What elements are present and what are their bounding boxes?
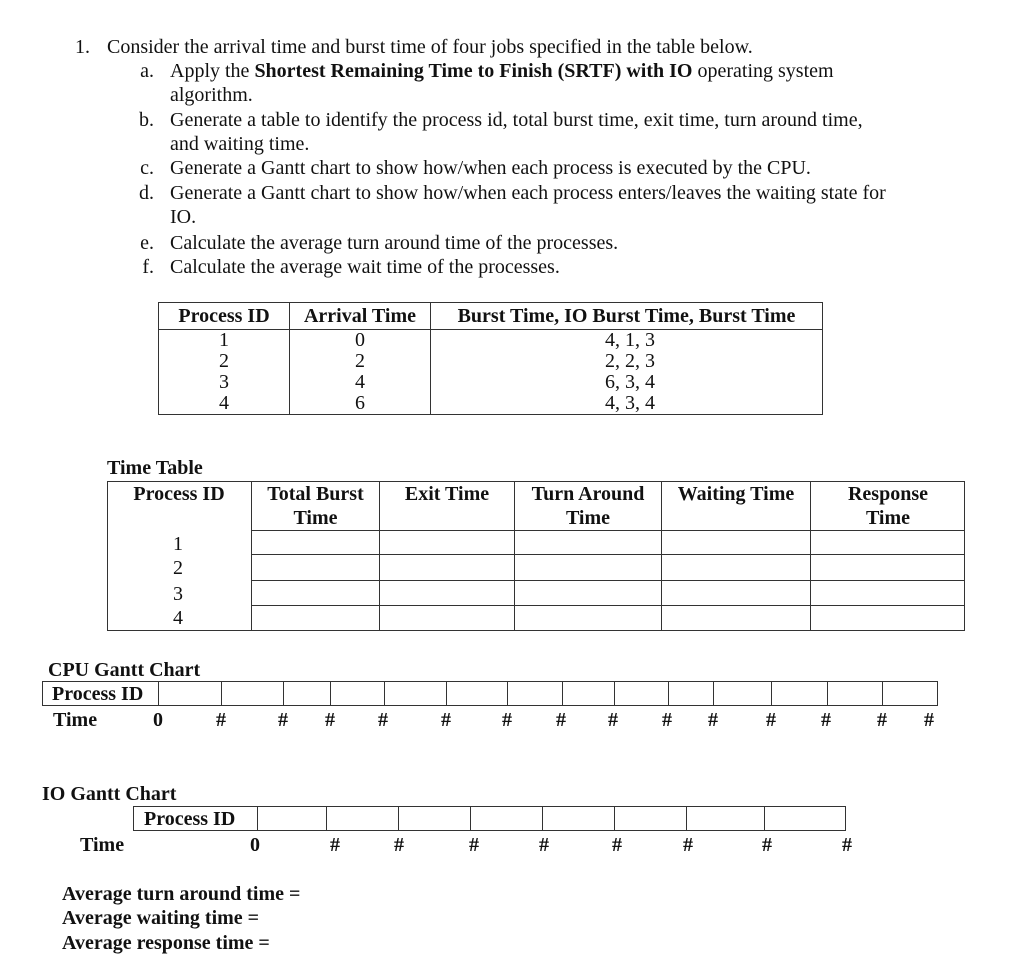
table-row [159,372,823,393]
time-table-process-id: 2 [173,557,183,579]
header-response-time: Response Time [847,483,928,529]
sub-item-text: Generate a table to identify the process id, total burst time, exit time, turn around time, [170,109,863,131]
time-table-process-id: 4 [173,607,183,629]
question-number: 1. [75,36,90,58]
io-gantt-tick: # [330,834,340,856]
cpu-gantt-tick: # [556,709,566,731]
cpu-gantt-tick: # [325,709,335,731]
header-waiting-time: Waiting Time [677,483,795,505]
io-gantt-row-label: Process ID [144,808,236,830]
sub-item-text: Generate a Gantt chart to show how/when each process is executed by the CPU. [170,157,811,179]
io-gantt-title: IO Gantt Chart [42,783,177,805]
cpu-gantt-tick: # [278,709,288,731]
cpu-gantt-tick: # [924,709,934,731]
io-gantt-row [133,806,846,831]
cpu-gantt-tick: 0 [153,709,163,731]
cpu-gantt-tick: # [378,709,388,731]
cpu-gantt-tick: # [766,709,776,731]
header-turn-around-time: Turn Around Time [531,483,645,529]
sub-item-text-line2: and waiting time. [170,133,310,155]
sub-item-letter: b. [139,109,154,131]
sub-item-text: Calculate the average wait time of the processes. [170,256,560,278]
io-gantt-tick: # [539,834,549,856]
header-burst-time: Burst Time, IO Burst Time, Burst Time [431,303,823,330]
process-table-header [159,303,823,330]
cpu-gantt-tick: # [662,709,672,731]
cpu-gantt-tick: # [608,709,618,731]
io-gantt-tick: # [469,834,479,856]
sub-item-text-part: Apply the [170,60,255,82]
sub-item-text: Generate a Gantt chart to show how/when each process enters/leaves the waiting state for [170,182,886,204]
sub-item-text-line2: algorithm. [170,84,253,106]
sub-item-letter: e. [140,232,154,254]
cpu-gantt-tick: # [708,709,718,731]
time-table-title: Time Table [107,457,203,479]
header-process-id: Process ID [133,483,225,505]
average-turnaround: Average turn around time = [62,883,301,905]
sub-item-text [170,59,834,83]
question-intro: Consider the arrival time and burst time of four jobs specified in the table below. [107,36,753,58]
cell-burst-time: 4, 3, 4 [431,393,823,415]
header-arrival-time: Arrival Time [290,303,431,330]
header-exit-time: Exit Time [404,483,490,505]
sub-item-letter: a. [140,60,154,82]
average-response: Average response time = [62,932,270,954]
header-total-burst-time: Total Burst Time [267,483,364,529]
table-row [159,351,823,372]
io-gantt-tick: # [762,834,772,856]
cell-arrival-time: 0 [290,330,431,352]
cpu-gantt-row-label: Process ID [52,683,144,705]
cpu-gantt-time-label: Time [53,709,98,731]
cell-arrival-time: 4 [290,372,431,393]
table-row [159,330,823,352]
algorithm-name: Shortest Remaining Time to Finish (SRTF) with IO [254,60,693,82]
sub-item-letter: c. [140,157,154,179]
sub-item-letter: d. [139,182,154,204]
cpu-gantt-row [42,681,938,706]
cpu-gantt-tick: # [441,709,451,731]
cell-burst-time: 6, 3, 4 [431,372,823,393]
sub-item-text: Calculate the average turn around time of the processes. [170,232,619,254]
sub-item-letter: f. [142,256,154,278]
cpu-gantt-tick: # [821,709,831,731]
cell-arrival-time: 6 [290,393,431,415]
io-gantt-time-label: Time [80,834,125,856]
cell-process-id: 4 [159,393,290,415]
cell-process-id: 1 [159,330,290,352]
cpu-gantt-tick: # [877,709,887,731]
io-gantt-tick: 0 [250,834,260,856]
header-process-id: Process ID [159,303,290,330]
cell-burst-time: 2, 2, 3 [431,351,823,372]
io-gantt-tick: # [842,834,852,856]
cell-process-id: 2 [159,351,290,372]
process-table [158,302,823,415]
average-waiting: Average waiting time = [62,907,260,929]
sub-item-text-line2: IO. [170,206,197,228]
io-gantt-tick: # [612,834,622,856]
cell-process-id: 3 [159,372,290,393]
io-gantt-tick: # [394,834,404,856]
cell-arrival-time: 2 [290,351,431,372]
sub-item-text-part: operating system [692,60,834,82]
cpu-gantt-tick: # [216,709,226,731]
time-table-process-id: 1 [173,533,183,555]
cell-burst-time: 4, 1, 3 [431,330,823,352]
io-gantt-tick: # [683,834,693,856]
cpu-gantt-tick: # [502,709,512,731]
table-row [159,393,823,415]
time-table-process-id: 3 [173,583,183,605]
cpu-gantt-title: CPU Gantt Chart [48,659,201,681]
